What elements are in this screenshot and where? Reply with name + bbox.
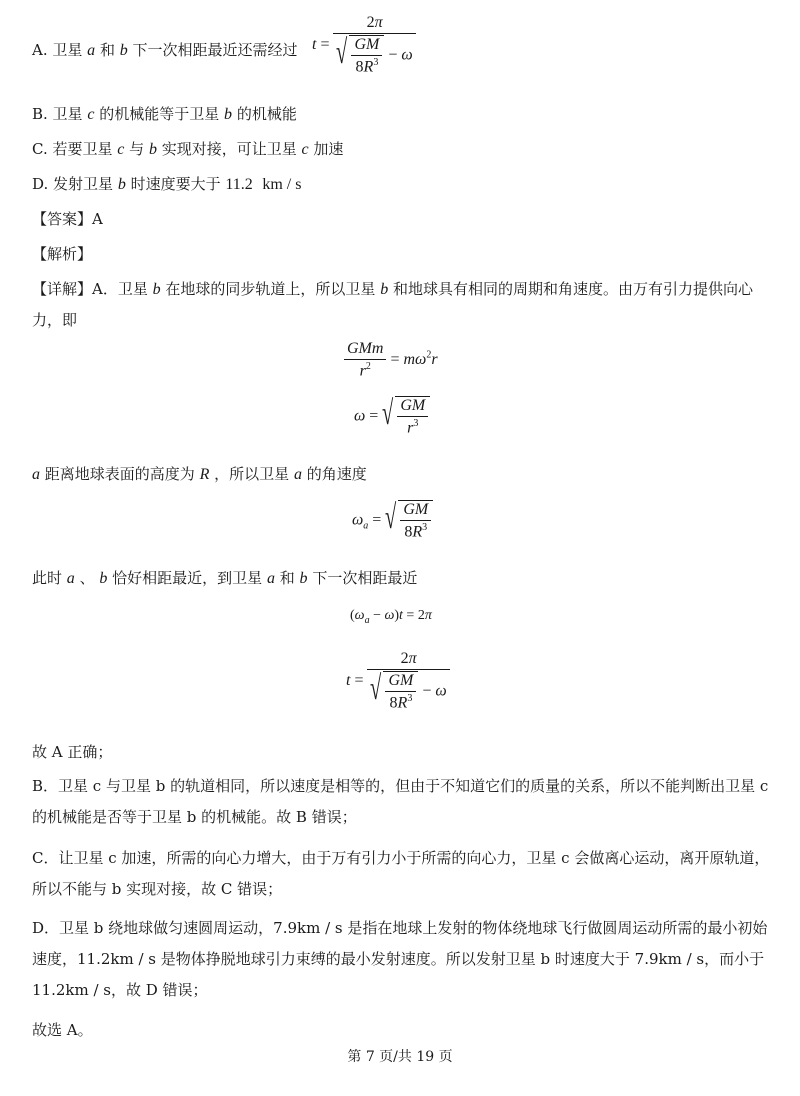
detail-para-d: D．卫星 b 绕地球做匀速圆周运动，7.9km / s 是指在地球上发射的物体绕地球飞行做圆周运动所需的最小初始速度，11.2km / s 是物体挣脱地球引力束缚的最小发射速度。所以发射卫星 b 时速度大于 7.9km / s，而小于 11.2km / s，故 D 错误； xyxy=(32,919,768,999)
option-a: A. 卫星 a 和 b 下一次相距最近还需经过 xyxy=(32,41,298,59)
analysis-label: 【解析】 xyxy=(32,245,93,263)
formula-t-option: t = 2π √ $\frac{GM}{8R^3}$ − ω xyxy=(312,14,416,76)
detail-para-1: 【详解】A．卫星 b 在地球的同步轨道上，所以卫星 b 和地球具有相同的周期和角速度。由万有引力提供向心力，即 xyxy=(32,280,753,329)
conclusion-a: 故 A 正确； xyxy=(32,743,113,761)
formula-phase: $(\omega_a - \omega)t = 2\pi$ xyxy=(350,608,432,626)
option-b: B. 卫星 c 的机械能等于卫星 b 的机械能 xyxy=(32,105,297,123)
option-d: D. 发射卫星 b 时速度要大于 11.2 km / s xyxy=(32,175,302,193)
formula-gravity: $\frac{\text{GMm}}{r^2}$ = $m\omega^2r$ xyxy=(344,340,438,380)
formula-omega-a: $\omega_a$ = √ $\frac{GM}{8R^3}$ xyxy=(352,500,433,541)
detail-para-b: B．卫星 c 与卫星 b 的轨道相同，所以速度是相等的，但由于不知道它们的质量的关系，所以不能判断出卫星 c 的机械能是否等于卫星 b 的机械能。故 B 错误； xyxy=(32,777,769,826)
option-c: C. 若要卫星 c 与 b 实现对接，可让卫星 c 加速 xyxy=(32,140,344,158)
final-answer: 故选 A。 xyxy=(32,1021,93,1039)
detail-para-c: C．让卫星 c 加速，所需的向心力增大，由于万有引力小于所需的向心力，卫星 c 会做离心运动，离开原轨道，所以不能与 b 实现对接，故 C 错误； xyxy=(32,849,770,898)
page-footer: 第 7 页/共 19 页 xyxy=(347,1049,453,1065)
answer-label: 【答案】A xyxy=(32,210,103,228)
detail-para-3: 此时 a 、 b 恰好相距最近，到卫星 a 和 b 下一次相距最近 xyxy=(32,569,418,587)
formula-t-result: t = 2π √ $\frac{GM}{8R^3}$ − ω xyxy=(346,650,450,712)
detail-para-2: a 距离地球表面的高度为 R ，所以卫星 a 的角速度 xyxy=(32,465,367,483)
formula-omega: ω = √ $\frac{GM}{r^3}$ xyxy=(354,396,430,437)
